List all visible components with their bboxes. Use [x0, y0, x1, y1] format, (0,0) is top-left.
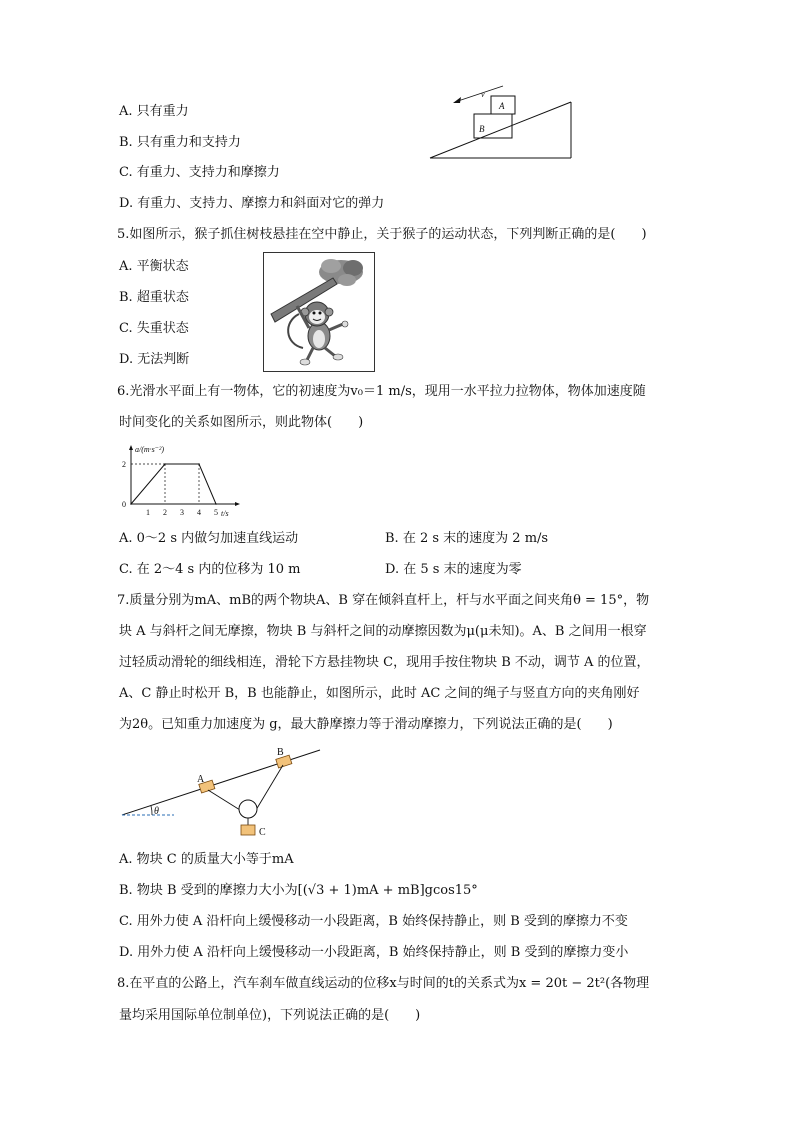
chart-xlabel: t/s — [221, 509, 229, 518]
q6-stem-line1: 6.光滑水平面上有一物体，它的初速度为v₀＝1 m/s，现用一水平拉力拉物体，物体加速度随 — [117, 384, 646, 399]
q7-stem-line2: 块 A 与斜杆之间无摩擦，物块 B 与斜杆之间的动摩擦因数为μ(μ未知)。A、B 之间用一根穿 — [119, 624, 647, 639]
q7-pulley-figure — [118, 742, 328, 842]
q7-option-d: D. 用外力使 A 沿杆向上缓慢移动一小段距离，B 始终保持静止，则 B 受到的摩擦力变小 — [119, 945, 629, 960]
monkey-on-branch-image — [263, 252, 375, 372]
q6-option-a: A. 0～2 s 内做匀加速直线运动 — [119, 531, 299, 546]
q7-stem-line1: 7.质量分别为mA、mB的两个物块A、B 穿在倾斜直杆上，杆与水平面之间夹角θ = 15°，物 — [117, 593, 650, 608]
velocity-arrow-head — [453, 97, 461, 103]
x-tick-label-5: 5 — [214, 508, 218, 517]
q7-option-b: B. 物块 B 受到的摩擦力大小为[(√3 + 1)mA + mB]gcos15° — [119, 883, 478, 898]
q4-incline-figure — [425, 82, 575, 162]
q7-option-c: C. 用外力使 A 沿杆向上缓慢移动一小段距离，B 始终保持静止，则 B 受到的摩擦力不变 — [119, 914, 628, 929]
q4-label-v: v — [481, 90, 485, 99]
q5-option-d: D. 无法判断 — [119, 352, 190, 367]
q5-option-c: C. 失重状态 — [119, 321, 189, 336]
q7-stem-line4: A、C 静止时松开 B，B 也能静止，如图所示，此时 AC 之间的绳子与竖直方向的夹角刚好 — [119, 686, 640, 701]
q5-option-a: A. 平衡状态 — [119, 259, 189, 274]
q4-label-b: B — [479, 124, 485, 134]
q4-option-a: A. 只有重力 — [119, 104, 189, 119]
data-point-0 — [130, 503, 132, 505]
rope-ac — [208, 790, 240, 810]
q8-stem-line2: 量均采用国际单位制单位)，下列说法正确的是( ) — [119, 1008, 421, 1023]
q7-label-a: A — [197, 774, 205, 785]
q6-option-d: D. 在 5 s 末的速度为零 — [385, 562, 522, 577]
q7-stem-line3: 过轻质动滑轮的细线相连，滑轮下方悬挂物块 C，现用手按住物块 B 不动，调节 A 的位置， — [119, 655, 650, 670]
y-axis-arrow — [129, 445, 133, 450]
q6-option-c: C. 在 2～4 s 内的位移为 10 m — [119, 562, 301, 577]
q4-label-a: A — [499, 101, 505, 111]
x-tick-label-1: 1 — [146, 508, 150, 517]
q6-option-b: B. 在 2 s 末的速度为 2 m/s — [385, 531, 549, 546]
q4-option-c: C. 有重力、支持力和摩擦力 — [119, 165, 280, 180]
series-line — [131, 464, 216, 504]
q7-label-b: B — [277, 747, 284, 758]
x-tick-label-2: 2 — [163, 508, 167, 517]
q8-stem-line1: 8.在平直的公路上，汽车刹车做直线运动的位移x与时间的t的关系式为x = 20t − 2t²(各物理 — [117, 976, 650, 991]
q5-option-b: B. 超重状态 — [119, 290, 189, 305]
y-tick-label-0: 2 — [122, 460, 126, 469]
q7-stem-line5: 为2θ。已知重力加速度为 g，最大静摩擦力等于滑动摩擦力，下列说法正确的是( ) — [119, 717, 613, 732]
x-tick-label-0: 0 — [122, 500, 126, 509]
x-axis-arrow — [235, 502, 240, 506]
q7-option-a: A. 物块 C 的质量大小等于mA — [119, 852, 294, 867]
acceleration-time-chart — [113, 442, 243, 520]
velocity-arrow — [455, 86, 503, 102]
data-point-2 — [198, 463, 200, 465]
q7-label-theta: θ — [154, 806, 159, 817]
data-point-3 — [215, 503, 217, 505]
x-tick-label-4: 4 — [197, 508, 201, 517]
pulley — [239, 800, 257, 818]
block-c — [241, 825, 255, 835]
q4-option-b: B. 只有重力和支持力 — [119, 135, 241, 150]
rope-bc — [256, 765, 283, 810]
chart-ylabel: a/(m·s⁻²) — [135, 445, 165, 454]
q6-stem-line2: 时间变化的关系如图所示，则此物体( ) — [119, 415, 364, 430]
data-point-1 — [164, 463, 166, 465]
x-tick-label-3: 3 — [180, 508, 184, 517]
q7-label-c: C — [259, 827, 266, 838]
q5-stem: 5.如图所示，猴子抓住树枝悬挂在空中静止，关于猴子的运动状态，下列判断正确的是( ) — [117, 227, 647, 242]
q4-option-d: D. 有重力、支持力、摩擦力和斜面对它的弹力 — [119, 196, 385, 211]
angle-arc — [151, 806, 152, 815]
